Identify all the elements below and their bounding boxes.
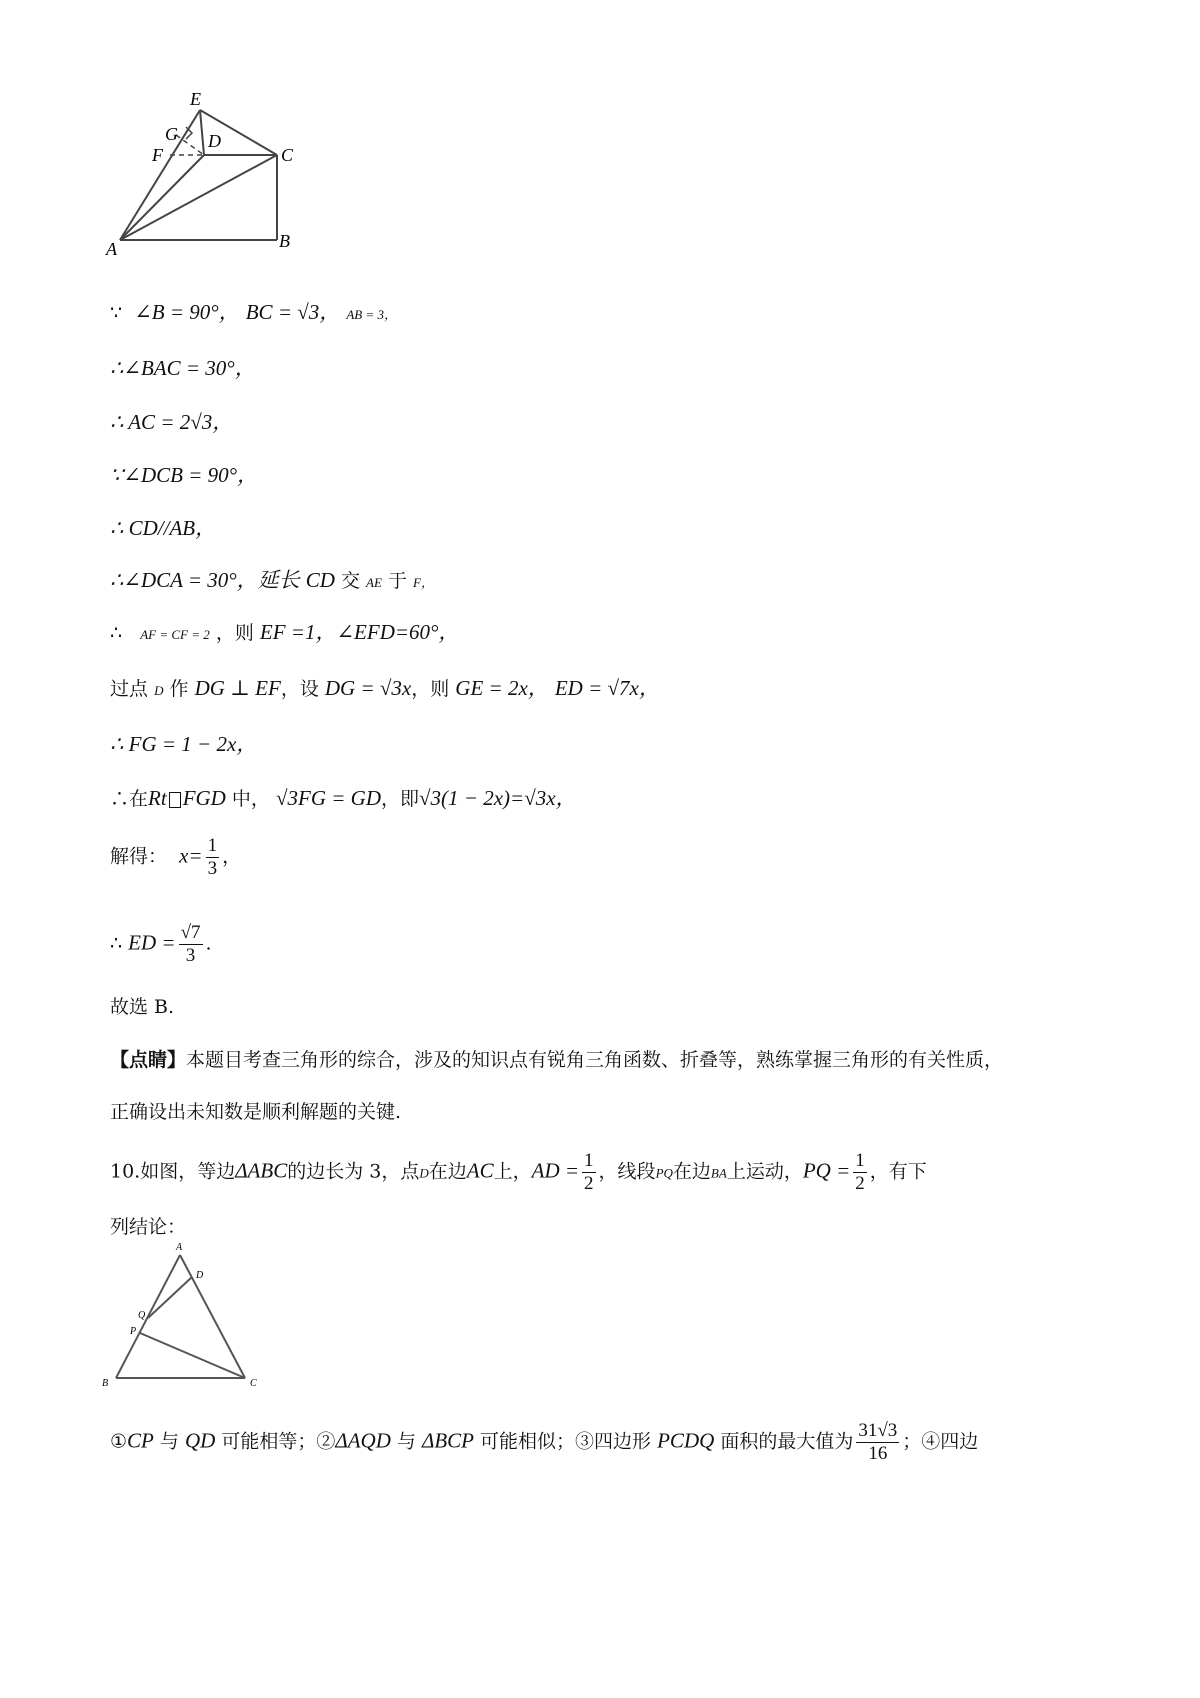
line-13: 故选 B. [110,996,175,1018]
line-1 [110,300,397,327]
frac-num: 31√3 [858,1420,898,1441]
l10-g: √3(1 − 2x)=√3x， [419,786,577,810]
l18-h: ΔBCP [422,1428,474,1453]
l16-n: PQ = [802,1158,851,1183]
l12-b: ED = [128,930,176,955]
l10-c: FGD [182,786,226,810]
l8-c: 作 [169,678,189,700]
l16-h: AD = [531,1158,580,1183]
l8-g: ，则 [411,678,450,700]
l16-d: D [419,1165,429,1181]
line-18 [110,1420,978,1465]
frac-den: 2 [584,1173,594,1194]
missing-glyph-icon [169,792,181,808]
l16-c: 的边长为 3，点 [287,1160,420,1183]
frac-den: 3 [185,945,196,966]
l16-g: 上， [493,1160,532,1183]
l6-f: F， [413,575,434,590]
l18-j: PCDQ [657,1428,715,1453]
l18-c: 与 [159,1430,179,1453]
l16-e: 在边 [428,1160,467,1183]
line-14 [110,1048,1003,1072]
l7-a: ∴ [110,622,123,644]
label-P: P [130,1326,137,1337]
l8-i: ED = √7x， [554,676,660,700]
line-3: ∴ AC = 2√3， [110,410,234,434]
fraction-max-area [856,1420,899,1465]
figure-equilateral-triangle [100,1240,290,1390]
frac-num: 1 [207,835,218,856]
line-12 [110,922,212,967]
l11-c: ， [222,845,242,868]
fraction-one-third [206,835,220,880]
label-D: D [208,131,221,151]
label-C: C [281,145,294,165]
l10-b: Rt [148,786,167,810]
l7-d: EF =1，∠EFD=60°， [259,620,460,644]
l16-l: BA [710,1165,727,1181]
l18-e: 可能相等；② [221,1430,336,1453]
ab-value: AB = 3， [346,307,397,322]
l6-e: 于 [387,570,407,592]
l18-l: ；④四边 [902,1430,979,1453]
fraction-ad [582,1150,596,1195]
label-Q: Q [138,1310,146,1321]
label-F: F [152,145,163,165]
line-16 [110,1150,927,1195]
line-5: ∴ CD//AB， [110,516,217,540]
label-B: B [102,1378,109,1389]
line-10 [110,786,577,811]
line-2: ∴∠BAC = 30°， [110,356,256,380]
angle-b: ∠B = 90°， [134,300,240,324]
l11-a: 解得： [110,845,168,868]
l8-f: DG = √3x [324,676,412,700]
l10-f: ，即 [381,788,420,810]
l12-c: . [205,932,212,955]
frac-num: 1 [855,1150,865,1171]
frac-den: 3 [207,858,218,879]
l18-a: ① [110,1430,128,1453]
line-4: ∵∠DCB = 90°， [110,463,259,487]
l6-a: ∴∠DCA = 30°，延长 [110,568,300,592]
l18-k: 面积的最大值为 [720,1430,854,1453]
l8-d: DG ⊥ EF [194,676,281,700]
l6-b: CD [305,568,335,592]
l7-c: ，则 [215,622,254,644]
bc-value: BC = √3， [245,300,341,324]
line-11 [110,835,241,880]
l16-m: 上运动， [726,1160,803,1183]
l8-b: D [154,683,164,698]
frac-den: 2 [855,1173,865,1194]
figure-folded-triangle [100,85,330,275]
l10-e: √3FG = GD [275,786,381,810]
label-E: E [190,89,201,109]
l16-o: ，有下 [869,1160,927,1183]
l6-c: 交 [340,570,360,592]
l12-a: ∴ [110,932,123,955]
label-A: A [106,239,117,259]
label-C: C [250,1378,257,1389]
l16-i: ，线段 [598,1160,656,1183]
dianjing-label: 【点睛】 [110,1049,187,1071]
l8-h: GE = 2x， [455,676,549,700]
l16-k: 在边 [672,1160,711,1183]
l6-d: AE [366,575,382,590]
line-17: 列结论： [110,1216,187,1238]
line-7 [110,620,459,647]
l16-a: 10.如图，等边 [110,1160,236,1183]
line-8 [110,676,660,703]
frac-den: 16 [868,1443,888,1464]
line-15: 正确设出未知数是顺利解题的关键. [110,1101,402,1123]
label-G: G [165,124,178,144]
l18-i: 可能相似；③四边形 [480,1430,652,1453]
frac-num: 1 [584,1150,594,1171]
label-B: B [279,231,290,251]
l18-f: ΔAQD [335,1428,391,1453]
label-A: A [176,1242,183,1253]
l8-a: 过点 [110,678,149,700]
l8-e: ，设 [280,678,319,700]
l18-g: 与 [396,1430,416,1453]
line-6 [110,568,434,595]
l18-b: CP [127,1428,154,1453]
fraction-sqrt7-3 [179,922,203,967]
l14-b: 本题目考查三角形的综合，涉及的知识点有锐角三角函数、折叠等，熟练掌握三角形的有关性质， [186,1049,1004,1071]
because-sign: ∵ [110,302,123,324]
fraction-pq [853,1150,867,1195]
l16-b: ΔABC [235,1158,288,1183]
frac-num: √7 [180,922,201,943]
label-D: D [196,1270,204,1281]
l10-d: 中， [231,788,270,810]
l10-a: ∴在 [110,788,149,810]
l16-j: PQ [655,1165,673,1181]
l18-d: QD [185,1428,216,1453]
l16-f: AC [466,1158,494,1183]
l11-b: x= [179,843,203,868]
l7-b: AF = CF = 2 [140,627,210,642]
line-9: ∴ FG = 1 − 2x， [110,732,258,756]
